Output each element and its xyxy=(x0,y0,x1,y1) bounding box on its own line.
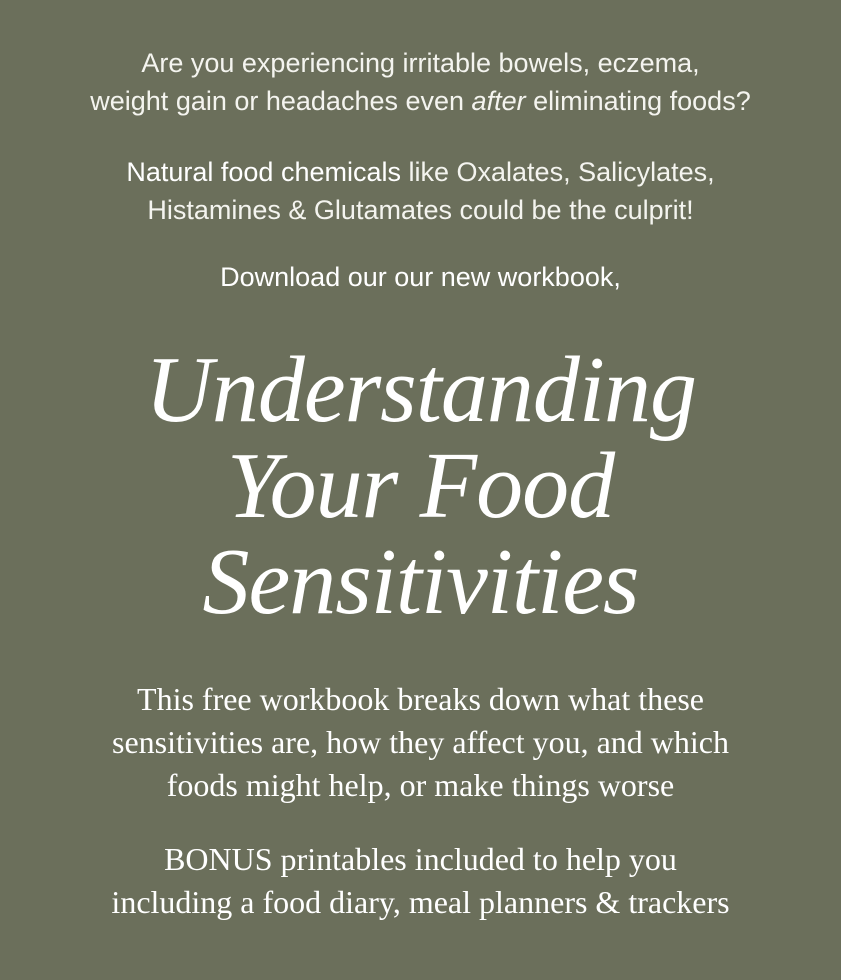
description-line-2: sensitivities are, how they affect you, and which xyxy=(111,724,729,760)
intro-line-2 xyxy=(0,82,841,120)
chemicals-highlight: Natural food chemicals xyxy=(126,157,401,187)
intro-line-2-end: eliminating foods? xyxy=(525,86,751,116)
description-line-3: foods might help, or make things worse xyxy=(166,767,675,803)
chemicals-line-1 xyxy=(0,153,841,191)
title-line-2: Your Food xyxy=(226,434,615,538)
chemicals-line-1-rest: like Oxalates, Salicylates, xyxy=(401,157,715,187)
title-line-3: Sensitivities xyxy=(202,530,639,634)
intro-question xyxy=(0,44,841,120)
intro-line-1: Are you experiencing irritable bowels, eczema, xyxy=(141,48,700,78)
title-line-1: Understanding xyxy=(145,338,696,442)
chemicals-statement xyxy=(0,153,841,229)
description-line-1: This free workbook breaks down what these xyxy=(137,681,704,717)
intro-emphasis: after xyxy=(471,86,526,116)
bonus-line-2: including a food diary, meal planners & trackers xyxy=(111,884,730,920)
bonus-note xyxy=(0,838,841,924)
bonus-line-1: BONUS printables included to help you xyxy=(164,841,677,877)
download-text: Download our our new workbook, xyxy=(220,262,621,292)
workbook-title xyxy=(0,338,841,634)
chemicals-line-2: Histamines & Glutamates could be the culprit! xyxy=(147,195,694,225)
intro-line-2-start: weight gain or headaches even xyxy=(90,86,472,116)
workbook-description xyxy=(0,678,841,807)
download-prompt xyxy=(0,258,841,296)
